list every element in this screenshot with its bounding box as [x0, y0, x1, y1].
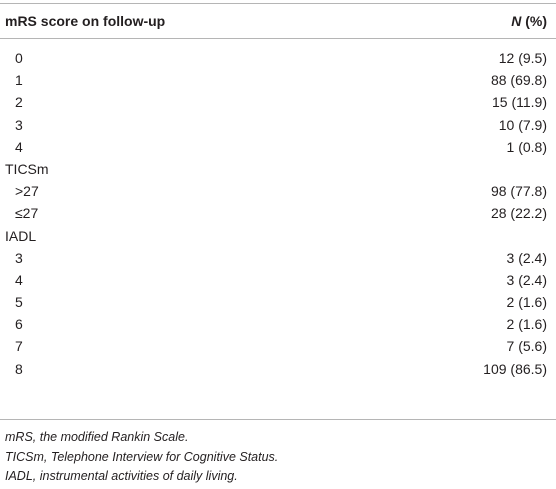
row-value: 3 (2.4) — [506, 271, 547, 288]
row-label: 5 — [15, 294, 23, 311]
footnote: TICSm, Telephone Interview for Cognitive Status. — [5, 449, 279, 464]
table-footnotes — [5, 428, 278, 487]
section-label: IADL — [5, 227, 37, 244]
row-value: 88 (69.8) — [490, 72, 547, 89]
table-row — [0, 94, 556, 116]
row-value: 7 (5.6) — [506, 338, 547, 355]
footnote: mRS, the modified Rankin Scale. — [5, 430, 189, 444]
table-section-row — [0, 228, 556, 250]
row-label: >27 — [15, 183, 39, 200]
row-label: 3 — [15, 116, 23, 133]
footnote: IADL, instrumental activities of daily living. — [5, 469, 238, 483]
header-rule — [0, 38, 556, 39]
header-count-label — [511, 13, 547, 29]
row-label: ≤27 — [15, 205, 39, 222]
row-value: 2 (1.6) — [506, 294, 547, 311]
row-value: 1 (0.8) — [506, 138, 547, 155]
row-value: 3 (2.4) — [506, 249, 547, 266]
row-label: 4 — [15, 138, 23, 155]
row-value: 28 (22.2) — [490, 205, 547, 222]
section-label: TICSm — [5, 160, 49, 177]
table-row — [0, 316, 556, 338]
bottom-rule — [0, 419, 556, 420]
table-body — [0, 50, 556, 383]
row-label: 3 — [15, 249, 23, 266]
row-value: 12 (9.5) — [498, 50, 547, 66]
header-percent: (%) — [521, 13, 547, 29]
row-label: 8 — [15, 360, 23, 377]
table-row — [0, 361, 556, 383]
table-row — [0, 183, 556, 205]
header-n-italic: N — [511, 13, 522, 29]
row-value: 2 (1.6) — [506, 316, 547, 333]
row-value: 10 (7.9) — [498, 116, 547, 133]
table-row — [0, 338, 556, 360]
table-row — [0, 272, 556, 294]
table-header — [0, 4, 556, 38]
table-row — [0, 205, 556, 227]
row-label: 0 — [15, 50, 23, 66]
table-row — [0, 250, 556, 272]
header-score-label: mRS score on follow-up — [5, 13, 166, 29]
table-row — [0, 50, 556, 72]
row-label: 1 — [15, 72, 23, 89]
row-label: 7 — [15, 338, 23, 355]
row-value: 109 (86.5) — [483, 360, 547, 377]
row-value: 15 (11.9) — [492, 94, 547, 111]
row-label: 6 — [15, 316, 23, 333]
table-row — [0, 117, 556, 139]
row-label: 4 — [15, 271, 23, 288]
table-section-row — [0, 161, 556, 183]
row-label: 2 — [15, 94, 23, 111]
table-row — [0, 72, 556, 94]
table-row — [0, 139, 556, 161]
row-value: 98 (77.8) — [490, 183, 547, 200]
table-row — [0, 294, 556, 316]
